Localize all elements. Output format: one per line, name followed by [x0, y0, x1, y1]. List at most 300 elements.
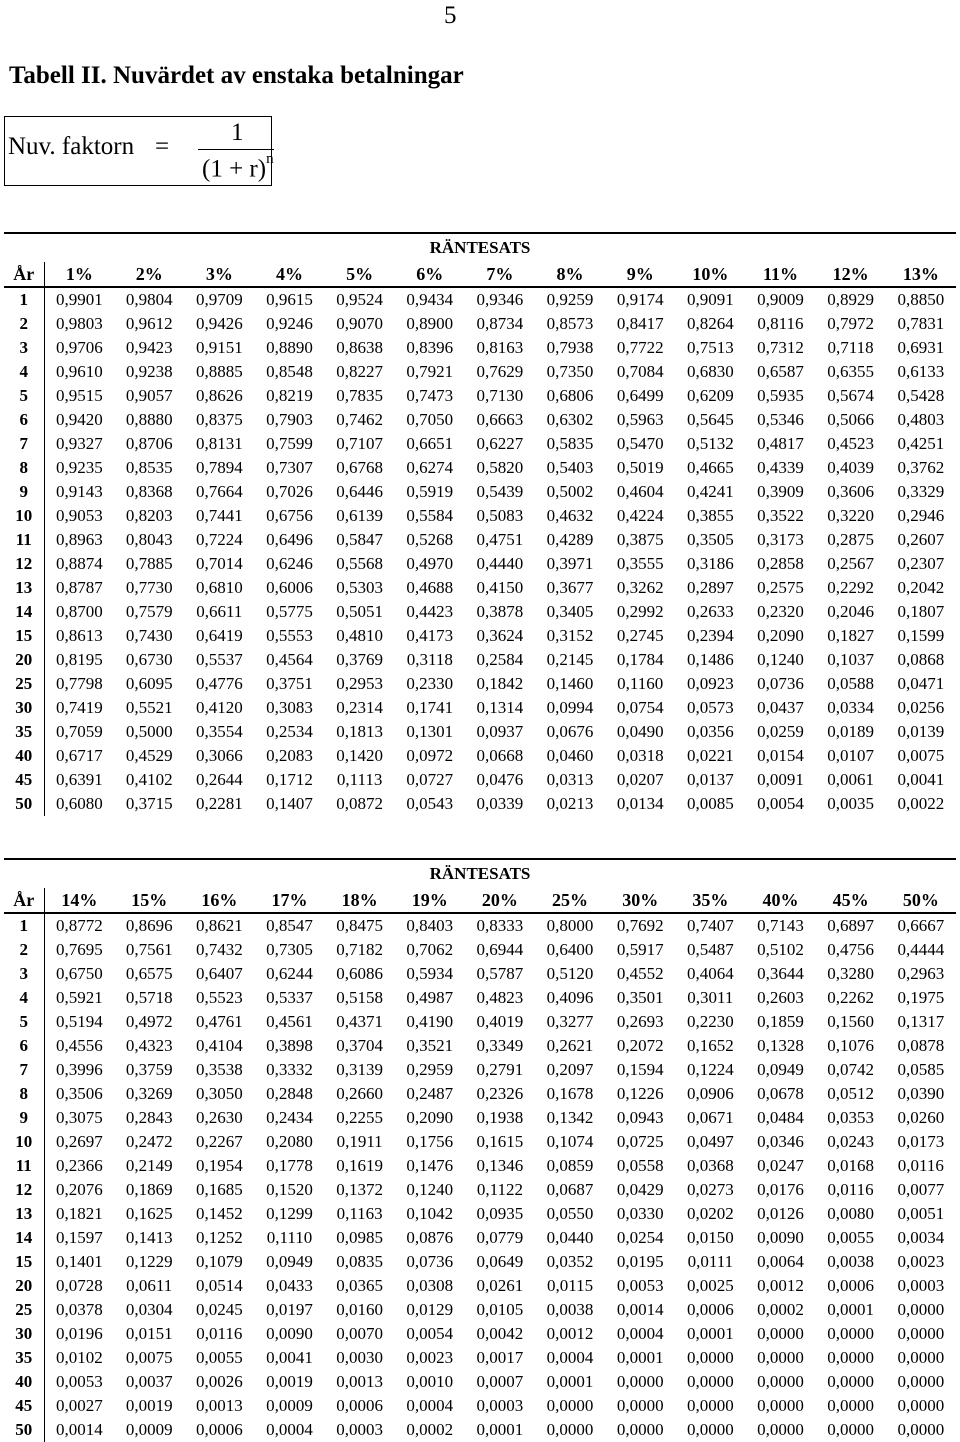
page-number: 5	[444, 2, 457, 29]
factor-cell: 0,8885	[195, 362, 243, 381]
factor-cell: 0,9615	[266, 290, 313, 309]
factor-cell: 0,2603	[757, 988, 804, 1007]
factor-cell: 0,0346	[757, 1132, 804, 1151]
factor-cell: 0,0649	[476, 1252, 524, 1271]
factor-cell: 0,8890	[266, 338, 313, 357]
factor-cell: 0,0000	[757, 1372, 804, 1391]
factor-cell: 0,2644	[195, 770, 243, 789]
factor-cell: 0,0585	[897, 1060, 945, 1079]
year-cell: 20	[4, 1274, 44, 1298]
factor-cell: 0,0365	[336, 1276, 383, 1295]
factor-cell: 0,0007	[476, 1372, 524, 1391]
table-row	[4, 624, 956, 648]
factor-cell: 0,7407	[686, 916, 734, 935]
factor-cell: 0,8850	[897, 290, 945, 309]
factor-cell: 0,2946	[897, 506, 945, 525]
factor-cell: 0,2292	[827, 578, 874, 597]
year-cell: 4	[4, 986, 44, 1010]
factor-cell: 0,8043	[125, 530, 173, 549]
factor-cell: 0,5935	[757, 386, 804, 405]
factor-cell: 0,7921	[406, 362, 454, 381]
factor-cell: 0,9901	[55, 290, 103, 309]
factor-cell: 0,7432	[195, 940, 243, 959]
factor-cell: 0,0687	[546, 1180, 594, 1199]
factor-cell: 0,5847	[336, 530, 383, 549]
table-row	[4, 1346, 956, 1370]
factor-cell: 0,2660	[336, 1084, 383, 1103]
factor-cell: 0,0009	[125, 1420, 173, 1439]
factor-cell: 0,1476	[406, 1156, 454, 1175]
factor-cell: 0,0937	[476, 722, 524, 741]
rate-header: 45%	[816, 888, 886, 913]
factor-cell: 0,0151	[125, 1324, 173, 1343]
factor-cell: 0,4561	[266, 1012, 313, 1031]
factor-cell: 0,0000	[757, 1348, 804, 1367]
factor-cell: 0,0736	[757, 674, 804, 693]
factor-cell: 0,0736	[406, 1252, 454, 1271]
factor-cell: 0,0876	[406, 1228, 454, 1247]
factor-cell: 0,2262	[827, 988, 874, 1007]
factor-cell: 0,4224	[616, 506, 664, 525]
table-row	[4, 696, 956, 720]
factor-cell: 0,2843	[125, 1108, 173, 1127]
factor-cell: 0,5158	[336, 988, 383, 1007]
factor-cell: 0,0154	[757, 746, 804, 765]
factor-cell: 0,8333	[476, 916, 524, 935]
factor-cell: 0,3606	[827, 482, 874, 501]
year-cell: 25	[4, 672, 44, 696]
factor-cell: 0,4751	[476, 530, 524, 549]
factor-cell: 0,7513	[686, 338, 734, 357]
factor-cell: 0,1599	[897, 626, 945, 645]
factor-cell: 0,6651	[406, 434, 454, 453]
factor-cell: 0,7430	[125, 626, 173, 645]
factor-cell: 0,8548	[266, 362, 313, 381]
fraction-bar	[198, 149, 274, 150]
table-row	[4, 600, 956, 624]
factor-cell: 0,2097	[546, 1060, 594, 1079]
factor-cell: 0,2959	[406, 1060, 454, 1079]
factor-cell: 0,0025	[686, 1276, 734, 1295]
factor-cell: 0,0835	[336, 1252, 383, 1271]
factor-cell: 0,0196	[55, 1324, 103, 1343]
factor-cell: 0,5066	[827, 410, 874, 429]
factor-cell: 0,0727	[406, 770, 454, 789]
factor-cell: 0,3762	[897, 458, 945, 477]
table-row	[4, 528, 956, 552]
factor-cell: 0,5921	[55, 988, 103, 1007]
factor-cell: 0,7050	[406, 410, 454, 429]
factor-cell: 0,1460	[546, 674, 594, 693]
factor-cell: 0,4440	[476, 554, 524, 573]
factor-cell: 0,0003	[336, 1420, 383, 1439]
page-title: Tabell II. Nuvärdet av enstaka betalningar	[9, 62, 464, 89]
factor-cell: 0,4251	[897, 434, 945, 453]
factor-cell: 0,0012	[757, 1276, 804, 1295]
factor-cell: 0,3505	[686, 530, 734, 549]
factor-cell: 0,2858	[757, 554, 804, 573]
factor-cell: 0,9070	[336, 314, 383, 333]
year-header: År	[4, 262, 44, 287]
factor-cell: 0,1821	[55, 1204, 103, 1223]
factor-cell: 0,8787	[55, 578, 103, 597]
factor-cell: 0,5102	[757, 940, 804, 959]
year-header: År	[4, 888, 44, 913]
factor-cell: 0,2046	[827, 602, 874, 621]
factor-cell: 0,1037	[827, 650, 874, 669]
factor-cell: 0,2076	[55, 1180, 103, 1199]
factor-cell: 0,8613	[55, 626, 103, 645]
factor-cell: 0,3878	[476, 602, 524, 621]
factor-cell: 0,0994	[546, 698, 594, 717]
formula-label: Nuv. faktorn	[8, 133, 135, 160]
factor-cell: 0,7894	[195, 458, 243, 477]
factor-cell: 0,5051	[336, 602, 383, 621]
factor-cell: 0,4190	[406, 1012, 454, 1031]
year-cell: 6	[4, 1034, 44, 1058]
factor-cell: 0,6810	[195, 578, 243, 597]
factor-cell: 0,0943	[616, 1108, 664, 1127]
factor-cell: 0,6756	[266, 506, 313, 525]
factor-cell: 0,4987	[406, 988, 454, 1007]
factor-cell: 0,1827	[827, 626, 874, 645]
factor-cell: 0,2472	[125, 1132, 173, 1151]
factor-cell: 0,0000	[897, 1372, 945, 1391]
factor-cell: 0,0000	[897, 1348, 945, 1367]
factor-cell: 0,6944	[476, 940, 524, 959]
factor-cell: 0,7835	[336, 386, 383, 405]
factor-cell: 0,5194	[55, 1012, 103, 1031]
factor-cell: 0,4523	[827, 434, 874, 453]
table-row	[4, 720, 956, 744]
year-cell: 35	[4, 720, 44, 744]
factor-cell: 0,3277	[546, 1012, 594, 1031]
factor-cell: 0,3759	[125, 1060, 173, 1079]
factor-cell: 0,0061	[827, 770, 874, 789]
factor-cell: 0,6587	[757, 362, 804, 381]
factor-cell: 0,1317	[897, 1012, 945, 1031]
year-cell: 5	[4, 1010, 44, 1034]
factor-cell: 0,8621	[195, 916, 243, 935]
factor-cell: 0,0000	[616, 1420, 664, 1439]
factor-cell: 0,8417	[616, 314, 664, 333]
factor-cell: 0,0334	[827, 698, 874, 717]
factor-cell: 0,0111	[687, 1252, 734, 1271]
factor-cell: 0,6717	[55, 746, 103, 765]
year-cell: 12	[4, 552, 44, 576]
factor-cell: 0,0256	[897, 698, 945, 717]
factor-cell: 0,2487	[406, 1084, 454, 1103]
factor-cell: 0,1328	[757, 1036, 804, 1055]
table-row	[4, 744, 956, 768]
rate-header: 8%	[535, 262, 605, 287]
year-cell: 14	[4, 600, 44, 624]
factor-cell: 0,9426	[195, 314, 243, 333]
factor-cell: 0,7026	[266, 482, 313, 501]
factor-cell: 0,7903	[266, 410, 313, 429]
factor-cell: 0,0080	[827, 1204, 874, 1223]
factor-cell: 0,5919	[406, 482, 454, 501]
factor-cell: 0,0053	[616, 1276, 664, 1295]
factor-cell: 0,7831	[897, 314, 945, 333]
rate-header: 35%	[675, 888, 745, 913]
factor-cell: 0,0195	[616, 1252, 664, 1271]
factor-cell: 0,7579	[125, 602, 173, 621]
factor-cell: 0,5553	[266, 626, 313, 645]
factor-cell: 0,0497	[686, 1132, 734, 1151]
factor-cell: 0,9238	[125, 362, 173, 381]
table-row	[4, 1178, 956, 1202]
factor-cell: 0,4756	[827, 940, 874, 959]
factor-cell: 0,3118	[406, 650, 453, 669]
factor-cell: 0,0129	[406, 1300, 454, 1319]
rate-header: 5%	[325, 262, 395, 287]
factor-cell: 0,0006	[686, 1300, 734, 1319]
factor-cell: 0,0013	[336, 1372, 383, 1391]
factor-cell: 0,9524	[336, 290, 383, 309]
factor-cell: 0,5537	[195, 650, 243, 669]
factor-cell: 0,4096	[546, 988, 594, 1007]
factor-cell: 0,0075	[897, 746, 945, 765]
factor-cell: 0,0207	[616, 770, 664, 789]
factor-cell: 0,4323	[125, 1036, 173, 1055]
table-row	[4, 768, 956, 792]
factor-cell: 0,0000	[827, 1420, 874, 1439]
factor-cell: 0,6006	[266, 578, 313, 597]
table-row	[4, 384, 956, 408]
factor-cell: 0,0027	[55, 1396, 103, 1415]
factor-cell: 0,0012	[546, 1324, 594, 1343]
factor-cell: 0,0102	[55, 1348, 103, 1367]
factor-cell: 0,0002	[757, 1300, 804, 1319]
factor-cell: 0,0742	[827, 1060, 874, 1079]
table-row	[4, 792, 956, 816]
factor-cell: 0,0202	[686, 1204, 734, 1223]
factor-cell: 0,2607	[897, 530, 945, 549]
factor-cell: 0,5934	[406, 964, 454, 983]
factor-cell: 0,0368	[686, 1156, 734, 1175]
factor-cell: 0,5835	[546, 434, 594, 453]
factor-cell: 0,8900	[406, 314, 454, 333]
factor-cell: 0,3506	[55, 1084, 103, 1103]
factor-cell: 0,0000	[686, 1348, 734, 1367]
rate-header: 4%	[254, 262, 324, 287]
factor-cell: 0,0001	[476, 1420, 524, 1439]
factor-cell: 0,5268	[406, 530, 454, 549]
year-cell: 9	[4, 1106, 44, 1130]
factor-cell: 0,4064	[686, 964, 734, 983]
factor-cell: 0,7143	[757, 916, 804, 935]
factor-cell: 0,0352	[546, 1252, 594, 1271]
factor-cell: 0,5487	[686, 940, 734, 959]
factor-cell: 0,3522	[757, 506, 804, 525]
year-cell: 50	[4, 1418, 44, 1442]
factor-cell: 0,1252	[195, 1228, 243, 1247]
factor-cell: 0,6227	[476, 434, 524, 453]
factor-cell: 0,1110	[266, 1228, 313, 1247]
factor-cell: 0,0075	[125, 1348, 173, 1367]
rate-header: 25%	[535, 888, 605, 913]
factor-cell: 0,3644	[757, 964, 804, 983]
factor-cell: 0,0000	[757, 1396, 804, 1415]
factor-cell: 0,0000	[546, 1420, 594, 1439]
factor-cell: 0,0041	[266, 1348, 313, 1367]
factor-cell: 0,1452	[195, 1204, 243, 1223]
factor-cell: 0,8116	[757, 314, 804, 333]
factor-cell: 0,5002	[546, 482, 594, 501]
factor-cell: 0,3050	[195, 1084, 243, 1103]
factor-cell: 0,5584	[406, 506, 454, 525]
year-cell: 30	[4, 696, 44, 720]
year-cell: 2	[4, 938, 44, 962]
factor-cell: 0,9053	[55, 506, 103, 525]
factor-cell: 0,1420	[336, 746, 383, 765]
factor-cell: 0,0754	[616, 698, 664, 717]
factor-cell: 0,8368	[125, 482, 173, 501]
table-row	[4, 938, 956, 962]
factor-cell: 0,0906	[686, 1084, 734, 1103]
factor-cell: 0,2394	[686, 626, 734, 645]
factor-cell: 0,0671	[686, 1108, 734, 1127]
factor-cell: 0,6667	[897, 916, 945, 935]
factor-cell: 0,1597	[55, 1228, 103, 1247]
factor-cell: 0,0611	[126, 1276, 173, 1295]
factor-cell: 0,2307	[897, 554, 945, 573]
year-cell: 2	[4, 312, 44, 336]
year-cell: 15	[4, 624, 44, 648]
factor-cell: 0,1615	[476, 1132, 524, 1151]
table-row	[4, 1130, 956, 1154]
factor-cell: 0,0019	[125, 1396, 173, 1415]
year-cell: 3	[4, 962, 44, 986]
factor-cell: 0,5674	[827, 386, 874, 405]
factor-cell: 0,0000	[757, 1420, 804, 1439]
table-row	[4, 1370, 956, 1394]
factor-cell: 0,8203	[125, 506, 173, 525]
factor-cell: 0,0460	[546, 746, 594, 765]
factor-cell: 0,0115	[546, 1276, 594, 1295]
factor-cell: 0,0002	[406, 1420, 454, 1439]
factor-cell: 0,0261	[476, 1276, 524, 1295]
rate-header: 18%	[325, 888, 395, 913]
table-banner: RÄNTESATS	[4, 233, 956, 262]
formula-numerator: 1	[231, 119, 244, 146]
factor-cell: 0,9151	[195, 338, 243, 357]
factor-cell: 0,7062	[406, 940, 454, 959]
factor-cell: 0,2072	[616, 1036, 664, 1055]
factor-cell: 0,6931	[897, 338, 945, 357]
factor-cell: 0,4823	[476, 988, 524, 1007]
factor-cell: 0,6575	[125, 964, 173, 983]
factor-cell: 0,3262	[616, 578, 664, 597]
factor-cell: 0,0001	[616, 1348, 664, 1367]
factor-cell: 0,5470	[616, 434, 664, 453]
factor-cell: 0,4972	[125, 1012, 173, 1031]
factor-cell: 0,0077	[897, 1180, 945, 1199]
factor-cell: 0,6209	[686, 386, 734, 405]
factor-cell: 0,2963	[897, 964, 945, 983]
factor-cell: 0,0038	[827, 1252, 874, 1271]
factor-cell: 0,4019	[476, 1012, 524, 1031]
factor-cell: 0,9235	[55, 458, 103, 477]
factor-cell: 0,1042	[406, 1204, 454, 1223]
rate-header: 10%	[675, 262, 745, 287]
factor-cell: 0,3715	[125, 794, 173, 813]
factor-cell: 0,0000	[897, 1324, 945, 1343]
factor-cell: 0,0245	[195, 1300, 243, 1319]
factor-cell: 0,9009	[757, 290, 804, 309]
factor-cell: 0,8396	[406, 338, 454, 357]
factor-cell: 0,2320	[757, 602, 804, 621]
factor-cell: 0,0070	[336, 1324, 383, 1343]
factor-cell: 0,6407	[195, 964, 243, 983]
rate-header: 19%	[395, 888, 465, 913]
table-row	[4, 986, 956, 1010]
factor-cell: 0,7084	[616, 362, 664, 381]
table-row	[4, 336, 956, 360]
factor-cell: 0,6302	[546, 410, 594, 429]
year-cell: 40	[4, 1370, 44, 1394]
factor-cell: 0,8963	[55, 530, 103, 549]
factor-cell: 0,3405	[546, 602, 594, 621]
factor-cell: 0,7441	[195, 506, 243, 525]
year-cell: 7	[4, 432, 44, 456]
factor-cell: 0,0000	[616, 1372, 664, 1391]
factor-cell: 0,0134	[616, 794, 664, 813]
factor-cell: 0,6496	[266, 530, 313, 549]
factor-cell: 0,7462	[336, 410, 383, 429]
factor-cell: 0,0433	[266, 1276, 313, 1295]
factor-cell: 0,8547	[266, 916, 313, 935]
factor-cell: 0,4556	[55, 1036, 103, 1055]
factor-cell: 0,0017	[476, 1348, 524, 1367]
factor-cell: 0,8700	[55, 602, 103, 621]
factor-cell: 0,1560	[827, 1012, 874, 1031]
factor-cell: 0,6246	[266, 554, 313, 573]
factor-cell: 0,3521	[406, 1036, 454, 1055]
factor-cell: 0,0308	[406, 1276, 454, 1295]
table-row	[4, 408, 956, 432]
factor-cell: 0,1813	[336, 722, 383, 741]
factor-cell: 0,9804	[125, 290, 173, 309]
factor-cell: 0,5568	[336, 554, 383, 573]
factor-cell: 0,7664	[195, 482, 243, 501]
year-cell: 13	[4, 576, 44, 600]
factor-cell: 0,0064	[757, 1252, 804, 1271]
rate-header: 9%	[605, 262, 675, 287]
factor-cell: 0,7312	[757, 338, 804, 357]
factor-cell: 0,0573	[686, 698, 734, 717]
table-row	[4, 648, 956, 672]
factor-cell: 0,8874	[55, 554, 103, 573]
factor-cell: 0,0168	[827, 1156, 874, 1175]
factor-cell: 0,0000	[546, 1396, 594, 1415]
factor-cell: 0,5718	[125, 988, 173, 1007]
factor-cell: 0,0004	[406, 1396, 454, 1415]
factor-cell: 0,5303	[336, 578, 383, 597]
factor-cell: 0,8195	[55, 650, 103, 669]
factor-cell: 0,1678	[546, 1084, 594, 1103]
factor-cell: 0,9246	[266, 314, 313, 333]
factor-cell: 0,3769	[336, 650, 383, 669]
factor-cell: 0,9420	[55, 410, 103, 429]
factor-cell: 0,0259	[757, 722, 804, 741]
factor-cell: 0,4444	[897, 940, 945, 959]
factor-cell: 0,5120	[546, 964, 594, 983]
factor-cell: 0,3066	[195, 746, 243, 765]
factor-cell: 0,2745	[616, 626, 664, 645]
factor-cell: 0,0878	[897, 1036, 945, 1055]
